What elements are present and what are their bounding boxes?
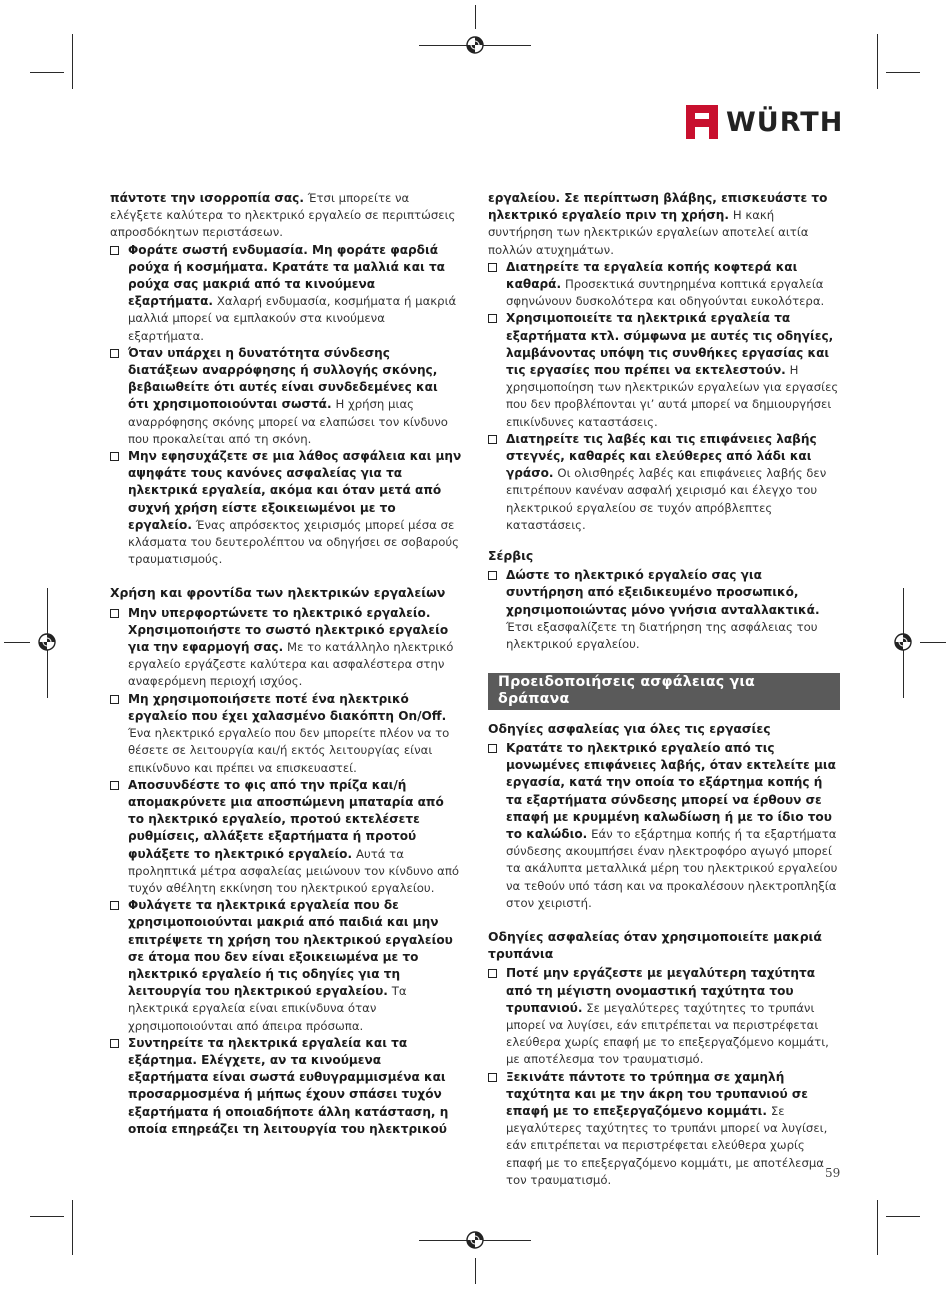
crop-mark [877,34,878,89]
emphasis-text: εργαλείου. Σε περίπτωση βλάβης, επισκευάστε το ηλεκτρικό εργαλείο πριν τη χρήση. [488,191,828,223]
list-item [488,259,840,311]
body-text: Σε μεγαλύτερες ταχύτητες το τρυπάνι μπορεί να λυγίσει, εάν επιτρέπεται να περιστρέφεται ελεύθερα χωρίς επαφή με το επεξεργαζόμενο κομμάτι, με αποτέλεσμα τον τραυματισμό. [506,1000,829,1067]
section-heading: Οδηγίες ασφαλείας για όλες τις εργασίες [488,720,771,736]
crop-mark [4,642,30,643]
checkbox-bullet-icon [110,781,119,790]
checkbox-bullet-icon [488,571,497,580]
body-text: Εάν το εξάρτημα κοπής ή τα εξαρτήματα σύνδεσης ακουμπήσει έναν ηλεκτροφόρο αγωγό μπορεί τα ακάλυπτα μεταλλικά μέρη του ηλεκτρικού εργαλείου να τεθούν υπό τάση και να προκαλέσουν ηλεκτροπληξία στον χειριστή. [506,826,838,910]
checkbox-bullet-icon [110,695,119,704]
emphasis-text: Δώστε το ηλεκτρικό εργαλείο σας για συντήρηση από εξειδικευμένο προσωπικό, χρησιμοποιώντας μόνο γνήσια ανταλλακτικά. [506,568,820,617]
emphasis-text: Μη χρησιμοποιήσετε ποτέ ένα ηλεκτρικό εργαλείο που έχει χαλασμένο διακόπτη On/Off. [128,691,447,723]
crop-mark [475,5,476,29]
section-heading: Οδηγίες ασφαλείας όταν χρησιμοποιείτε μακριά τρυπάνια [488,928,822,962]
registration-mark-icon [893,632,913,652]
registration-mark-icon [37,632,57,652]
list-item [110,345,462,448]
right-column [488,190,840,1189]
emphasis-text: Φοράτε σωστή ενδυμασία. Μη φοράτε φαρδιά ρούχα ή κοσμήματα. Κρατάτε τα μαλλιά και τα ρούχα σας μακριά από τα κινούμενα εξαρτήματα. [128,242,445,309]
registration-mark-icon [465,1230,485,1250]
checkbox-bullet-icon [488,744,497,753]
emphasis-text: Φυλάγετε τα ηλεκτρικά εργαλεία που δε χρησιμοποιούνται μακριά από παιδιά και μην επιτρέψετε τη χρήση του ηλεκτρικού εργαλείου σε άτομα που δεν είναι εξοικειωμένα με το ηλεκτρικό εργαλείο ή τις οδηγίες για τη λειτουργία του ηλεκτρικού εργαλείου. [128,898,453,999]
crop-mark [877,1200,878,1255]
list-item [488,431,840,534]
left-column [110,190,462,1138]
emphasis-text: πάντοτε την ισορροπία σας. [110,191,304,205]
crop-mark [886,1216,920,1217]
safety-list [488,740,840,912]
list-item [110,691,462,777]
body-text: Έτσι μπορείτε να ελέγξετε καλύτερα το ηλεκτρικό εργαλείο σε περιπτώσεις απροσδόκητων περιστάσεων. [110,191,456,240]
checkbox-bullet-icon [110,901,119,910]
body-text: Αυτά τα προληπτικά μέτρα ασφαλείας μειώνουν τον κίνδυνο από τυχόν αθέλητη εκκίνηση του ηλεκτρικού εργαλείου. [128,846,460,895]
list-item [488,740,840,912]
emphasis-text: Διατηρείτε τα εργαλεία κοπής κοφτερά και καθαρά. [506,259,798,292]
intro-paragraph [110,190,462,242]
body-text: Ένας απρόσεκτος χειρισμός μπορεί μέσα σε κλάσματα του δευτερολέπτου να οδηγήσει σε σοβαρούς τραυματισμούς. [128,517,459,567]
list-item [488,310,840,430]
checkbox-bullet-icon [488,969,497,978]
crop-mark [72,1200,73,1255]
list-item [488,1069,840,1189]
list-item [110,897,462,1035]
checkbox-bullet-icon [488,263,497,272]
body-text: Με το κατάλληλο ηλεκτρικό εργαλείο εργάζεστε καλύτερα και ασφαλέστερα στην αναφερόμενη περιοχή ισχύος. [128,640,454,689]
section-heading: Σέρβις [488,548,534,564]
checkbox-bullet-icon [110,349,119,358]
section-banner: Προειδοποιήσεις ασφάλειας για δράπανα [488,673,840,709]
wurth-emblem-icon [686,105,718,139]
list-item [488,965,840,1068]
emphasis-text: Αποσυνδέστε το φις από την πρίζα και/ή απομακρύνετε μια αποσπώμενη μπαταρία από το ηλεκτρικό εργαλείο, προτού εκτελέσετε ρυθμίσεις, αλλάξετε εξαρτήματα ή προτού φυλάξετε το ηλεκτρικό εργαλείο. [128,777,444,861]
continuation-paragraph [488,190,840,259]
safety-list [488,965,840,1189]
list-item [110,1035,462,1138]
emphasis-text: Χρησιμοποιείτε τα ηλεκτρικά εργαλεία τα εξαρτήματα κτλ. σύμφωνα με αυτές τις οδηγίες, λαμβάνοντας υπόψη τις συνθήκες εργασίας και τις εργασίες που πρέπει να εκτελεστούν. [506,311,834,378]
emphasis-text: Μην υπερφορτώνετε το ηλεκτρικό εργαλείο. Χρησιμοποιήστε το σωστό ηλεκτρικό εργαλείο για την εφαρμογή σας. [128,605,449,655]
body-text: Η χρήση μιας αναρρόφησης σκόνης μπορεί να ελαπώσει τον κίνδυνο που προκαλείται από τη σκόνη. [128,397,448,446]
emphasis-text: Όταν υπάρχει η δυνατότητα σύνδεσης διατάξεων αναρρόφησης ή συλλογής σκόνης, βεβαιωθείτε ότι αυτές είναι συνδεδεμένες και ότι χρησιμοποιούνται σωστά. [128,345,438,412]
safety-list [488,567,840,653]
crop-mark [30,1216,64,1217]
checkbox-bullet-icon [110,452,119,461]
body-text: Χαλαρή ενδυμασία, κοσμήματα ή μακριά μαλλιά μπορεί να εμπλακούν στα κινούμενα εξαρτήματα. [128,294,457,343]
body-text: Οι ολισθηρές λαβές και επιφάνειες λαβής δεν επιτρέπουν κανέναν ασφαλή χειρισμό και έλεγχο του ηλεκτρικού εργαλείου σε τυχόν απρόβλεπτες καταστάσεις. [506,466,827,532]
list-item [110,777,462,897]
body-text: Η χρησιμοποίηση των ηλεκτρικών εργαλείων για εργασίες που δεν προβλέπονται γι’ αυτά μπορεί να δημιουργήσει επικίνδυνες καταστάσεις. [506,363,839,429]
crop-mark [475,1258,476,1284]
checkbox-bullet-icon [110,246,119,255]
checkbox-bullet-icon [110,1039,119,1048]
checkbox-bullet-icon [488,435,497,444]
list-item [110,448,462,568]
emphasis-text: Κρατάτε το ηλεκτρικό εργαλείο από τις μονωμένες επιφάνειες λαβής, όταν εκτελείτε μια εργασία, κατά την οποία το εξάρτημα κοπής ή τα εξαρτήματα σύνδεσης μπορεί να έρθουν σε επαφή με κρυμμένη καλωδίωση ή με το ίδιο του το καλώδιο. [506,740,836,841]
emphasis-text: Συντηρείτε τα ηλεκτρικά εργαλεία και τα εξάρτημα. Ελέγχετε, αν τα κινούμενα εξαρτήματα είναι σωστά ευθυγραμμισμένα και προσαρμοσμένα ή μήπως έχουν σπάσει τυχόν εξαρτήματα ή οποιαδήποτε άλλη κατάσταση, η οποία επηρεάζει τη λειτουργία του ηλεκτρικού [128,1035,449,1136]
emphasis-text: Διατηρείτε τις λαβές και τις επιφάνειες λαβής στεγνές, καθαρές και ελεύθερες από λάδι και γράσο. [506,431,817,481]
section-heading: Χρήση και φροντίδα των ηλεκτρικών εργαλείων [110,585,446,601]
crop-mark [72,34,73,89]
checkbox-bullet-icon [110,609,119,618]
body-text: Τα ηλεκτρικά εργαλεία είναι επικίνδυνα όταν χρησιμοποιούνται από άπειρα πρόσωπα. [128,984,407,1033]
brand-name: WÜRTH [726,106,844,138]
emphasis-text: Μην εφησυχάζετε σε μια λάθος ασφάλεια και μην αψηφάτε τους κανόνες ασφαλείας για τα ηλεκτρικά εργαλεία, ακόμα και όταν μετά από συχνή χρήση είστε εξοικειωμένοι με το εργαλείο. [128,449,462,532]
emphasis-text: Ποτέ μην εργάζεστε με μεγαλύτερη ταχύτητα από τη μέγιστη ονομαστική ταχύτητα του τρυπανιού. [506,966,816,1015]
safety-list [488,259,840,534]
emphasis-text: Ξεκινάτε πάντοτε το τρύπημα σε χαμηλή ταχύτητα και με την άκρη του τρυπανιού σε επαφή με το επεξεργαζόμενο κομμάτι. [506,1069,808,1118]
body-text: Η κακή συντήρηση των ηλεκτρικών εργαλείων αποτελεί αιτία πολλών ατυχημάτων. [488,208,809,257]
body-text: Ένα ηλεκτρικό εργαλείο που δεν μπορείτε πλέον να το θέσετε σε λειτουργία και/ή εκτός λειτουργίας είναι επικίνδυνο και πρέπει να επισκευαστεί. [128,726,450,775]
list-item [488,567,840,653]
body-text: Προσεκτικά συντηρημένα κοπτικά εργαλεία σφηνώνουν δυσκολότερα και οδηγούνται ευκολότερα. [506,277,825,309]
list-item [110,605,462,691]
body-text: Έτσι εξασφαλίζετε τη διατήρηση της ασφάλειας του ηλεκτρικού εργαλείου. [506,619,818,652]
checkbox-bullet-icon [488,314,497,323]
crop-mark [30,72,64,73]
page-number: 59 [825,1166,841,1180]
crop-mark [920,642,946,643]
wurth-logo [686,104,843,140]
registration-mark-icon [465,35,485,55]
body-text: Σε μεγαλύτερες ταχύτητες το τρυπάνι μπορεί να λυγίσει, εάν επιτρέπεται να περιστρέφεται ελεύθερα χωρίς επαφή με το επεξεργαζόμενο κομμάτι, με αποτέλεσμα τον τραυματισμό. [506,1103,828,1187]
list-item [110,242,462,345]
safety-list [110,242,462,569]
safety-list [110,605,462,1138]
checkbox-bullet-icon [488,1073,497,1082]
crop-mark [886,72,920,73]
